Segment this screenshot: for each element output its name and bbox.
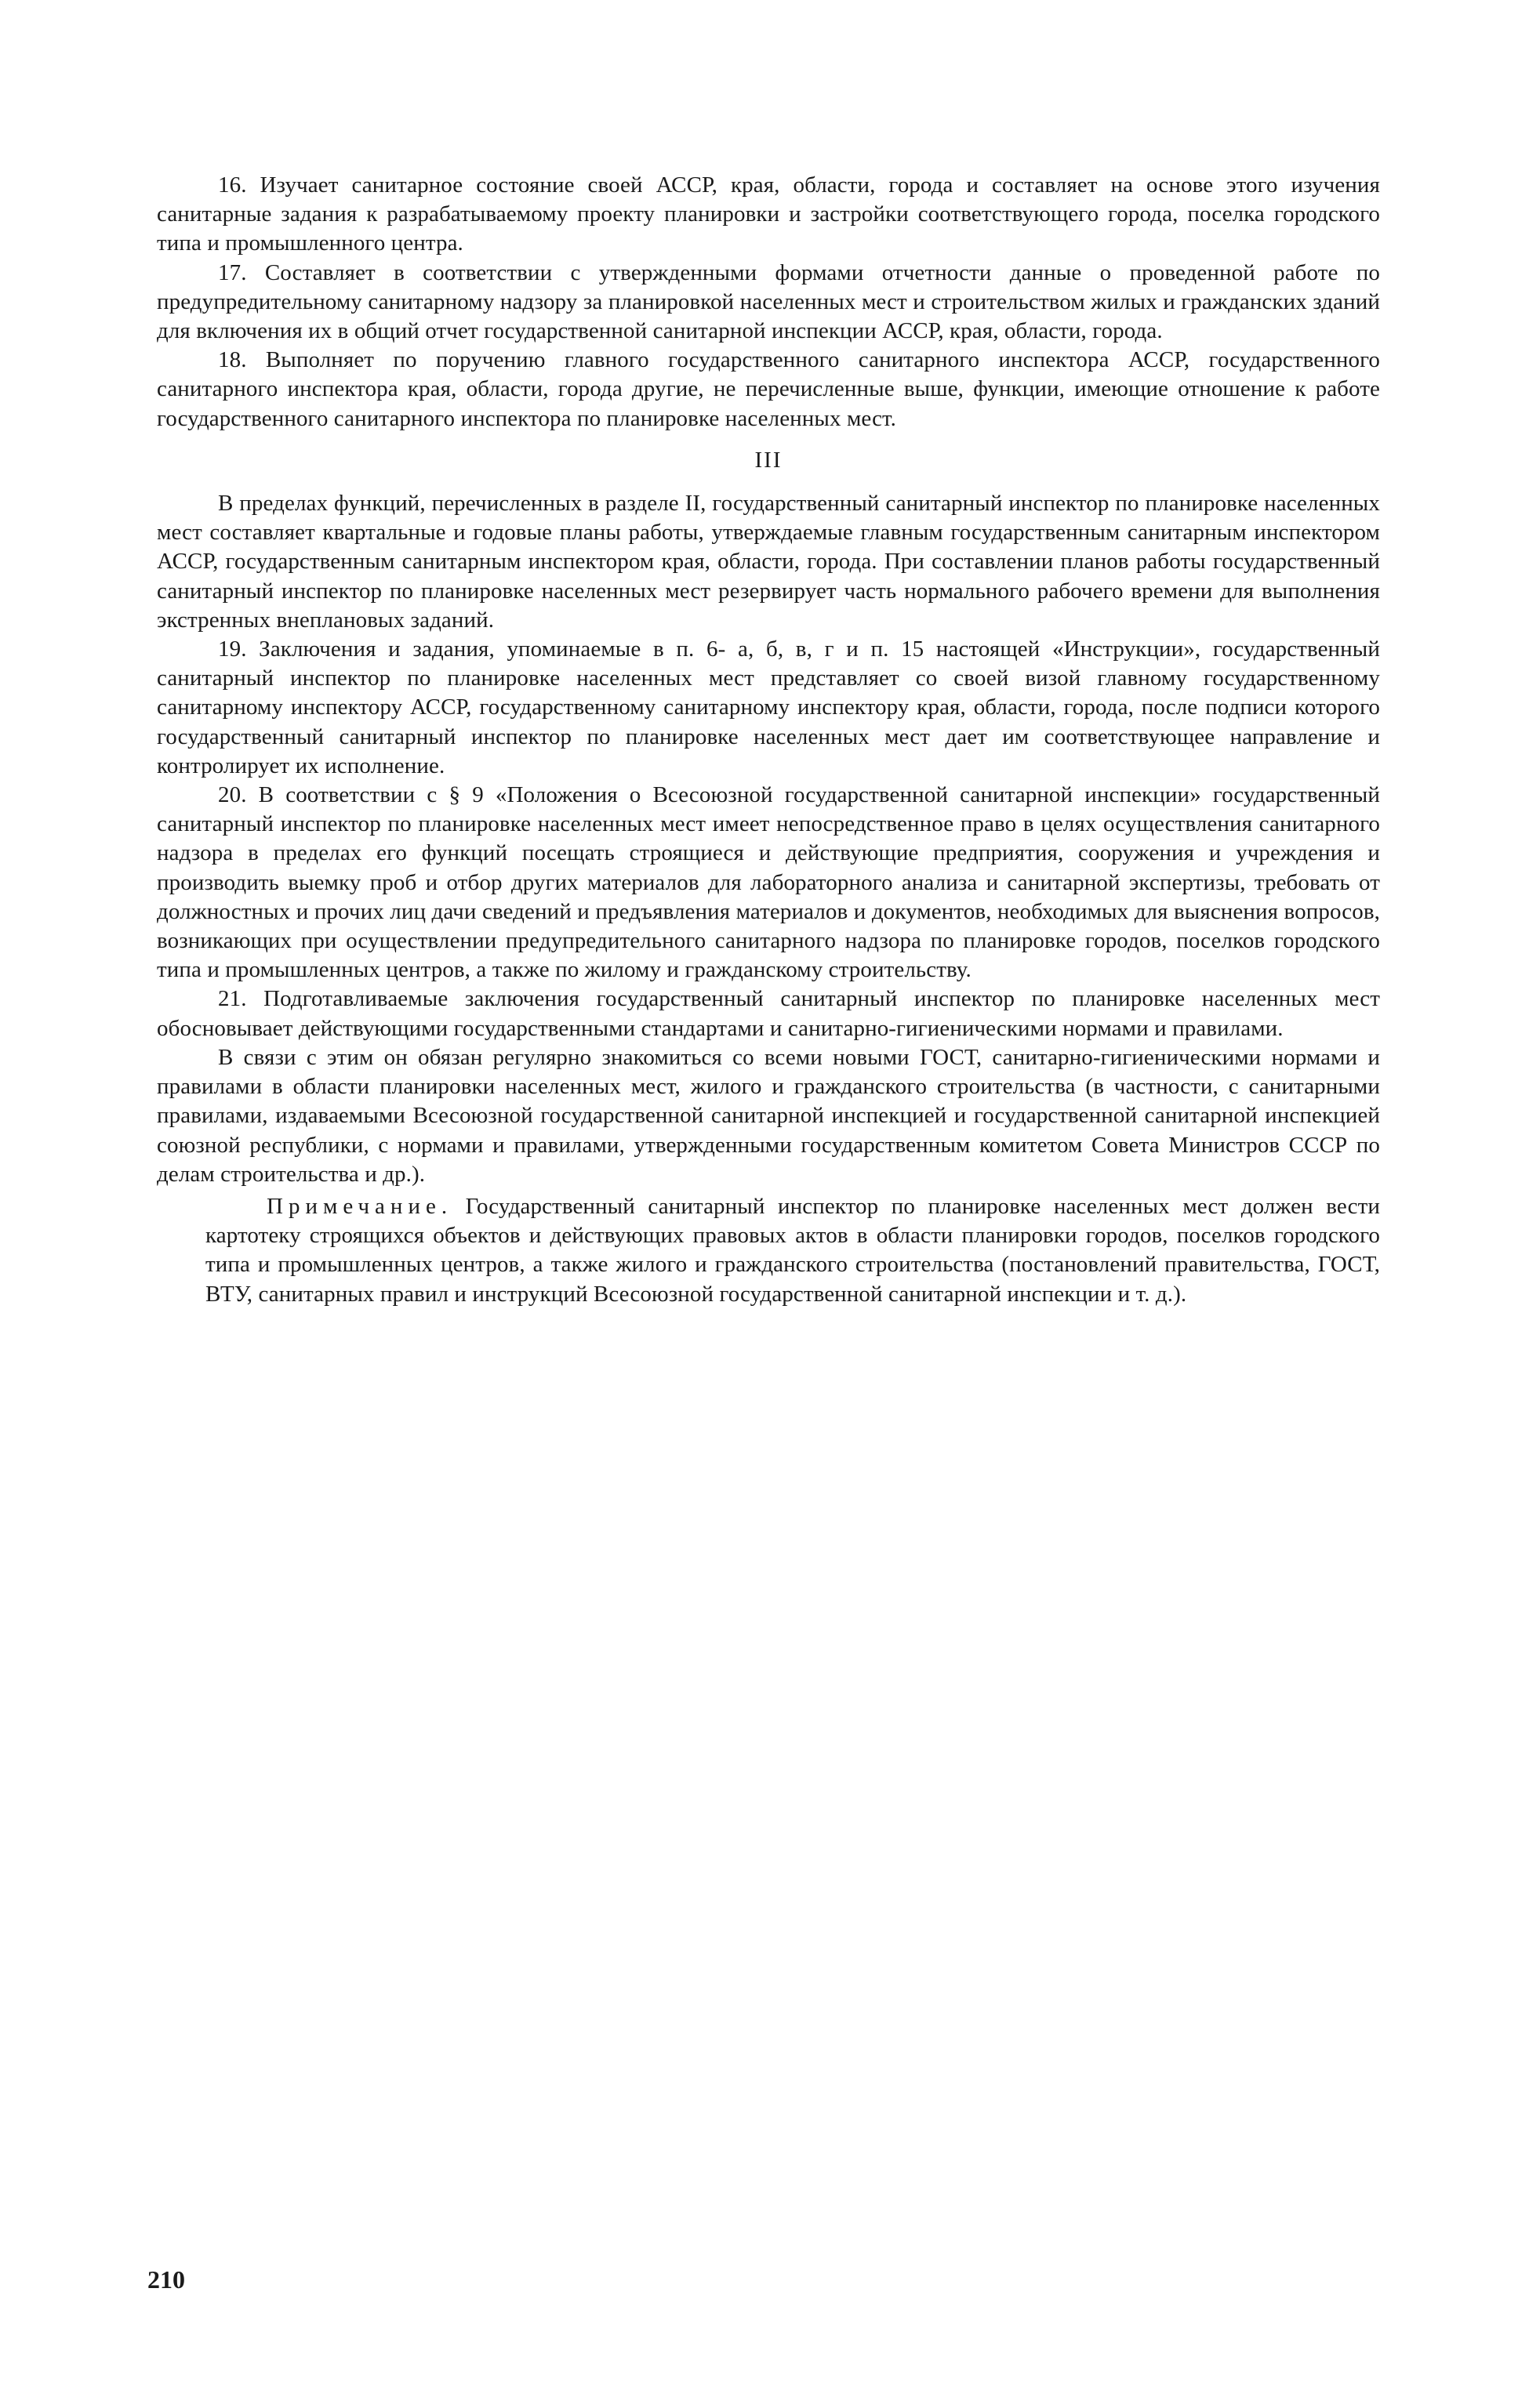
note-text: Государственный санитарный инспектор по планировке населенных мест должен вести картотеку строящихся объектов и действующих правовых актов в области планировки городов, поселков городского типа и промышленных центров, а также жилого и гражданского строительства (постановлений правительства, ГОСТ, ВТУ, санитарных правил и инструкций Всесоюзной государственной санитарной инспекции и т. д.).	[205, 1193, 1380, 1307]
note-label: Примечание.	[267, 1193, 453, 1219]
page-number: 210	[147, 2265, 185, 2294]
paragraph-18: 18. Выполняет по поручению главного государственного санитарного инспектора АССР, государственного санитарного инспектора края, области, города другие, не перечисленные выше, функции, имеющие отношение к работе государственного санитарного инспектора по планировке населенных мест.	[157, 347, 1380, 431]
paragraph-17: 17. Составляет в соответствии с утвержденными формами отчетности данные о проведенной работе по предупредительному санитарному надзору за планировкой населенных мест и строительством жилых и гражданских зданий для включения их в общий отчет государственной санитарной инспекции АССР, края, области, города.	[157, 259, 1380, 344]
body-text	[157, 171, 1380, 1309]
paragraph-21-continuation: В связи с этим он обязан регулярно знакомиться со всеми новыми ГОСТ, санитарно-гигиеническими нормами и правилами в области планировки населенных мест, жилого и гражданского строительства (в частности, с санитарными правилами, издаваемыми Всесоюзной государственной санитарной инспекцией и государственной санитарной инспекцией союзной республики, с нормами и правилами, утвержденными государственным комитетом Совета Министров СССР по делам строительства и др.).	[157, 1044, 1380, 1187]
paragraph-20: 20. В соответствии с § 9 «Положения о Всесоюзной государственной санитарной инспекции» государственный санитарный инспектор по планировке населенных мест имеет непосредственное право в целях осуществления санитарного надзора в пределах его функций посещать строящиеся и действующие предприятия, сооружения и учреждения и производить выемку проб и отбор других материалов для лабораторного анализа и санитарной экспертизы, требовать от должностных и прочих лиц дачи сведений и предъявления материалов и документов, необходимых для выяснения вопросов, возникающих при осуществлении предупредительного санитарного надзора по планировке городов, поселков городского типа и промышленных центров, а также по жилому и гражданскому строительству.	[157, 782, 1380, 983]
note-paragraph	[205, 1192, 1380, 1309]
paragraph-19: 19. Заключения и задания, упоминаемые в п. 6- а, б, в, г и п. 15 настоящей «Инструкции», государственный санитарный инспектор по планировке населенных мест представляет со своей визой главному государственному санитарному инспектору АССР, государственному санитарному инспектору края, области, города, после подписи которого государственный санитарный инспектор по планировке населенных мест дает им соответствующее направление и контролирует их исполнение.	[157, 636, 1380, 778]
paragraph-section-intro: В пределах функций, перечисленных в разделе II, государственный санитарный инспектор по планировке населенных мест составляет квартальные и годовые планы работы, утверждаемые главным государственным санитарным инспектором АССР, государственным санитарным инспектором края, области, города. При составлении планов работы государственный санитарный инспектор по планировке населенных мест резервирует часть нормального рабочего времени для выполнения экстренных внеплановых заданий.	[157, 491, 1380, 633]
section-heading: III	[754, 447, 783, 473]
paragraph-16: 16. Изучает санитарное состояние своей АССР, края, области, города и составляет на основе этого изучения санитарные задания к разрабатываемому проекту планировки и застройки соответствующего города, поселка городского типа и промышленного центра.	[157, 172, 1380, 256]
paragraph-21: 21. Подготавливаемые заключения государственный санитарный инспектор по планировке населенных мест обосновывает действующими государственными стандартами и санитарно-гигиеническими нормами и правилами.	[157, 986, 1380, 1041]
